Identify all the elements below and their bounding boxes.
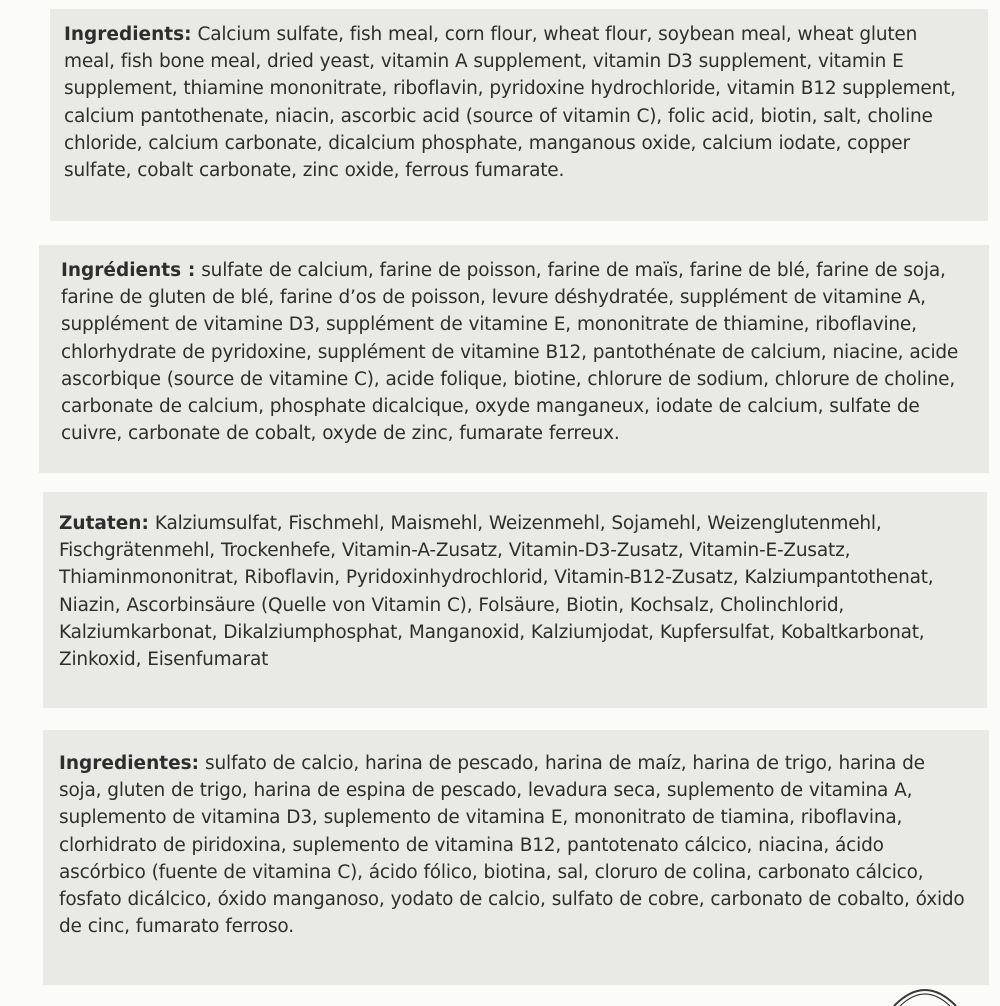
- ingredients-list-german: Kalziumsulfat, Fischmehl, Maismehl, Weizenmehl, Sojamehl, Weizenglutenmehl, Fischgrätenmehl, Trockenhefe, Vitamin-A-Zusatz, Vitamin-D3-Zusatz, Vitamin-E-Zusatz, Thiaminmononitrat, Riboflavin, Pyridoxinhydrochlorid, Vitamin-B12-Zusatz, Kalziumpantothenat, Niazin, Ascorbinsäure (Quelle von Vitamin C), Folsäure, Biotin, Kochsalz, Cholinchlorid, Kalziumkarbonat, Dikalziumphosphat, Manganoxid, Kalziumjodat, Kupfersulfat, Kobaltkarbonat, Zinkoxid, Eisenfumarat: [59, 513, 934, 671]
- ingredients-list-spanish: sulfato de calcio, harina de pescado, harina de maíz, harina de trigo, harina de soja, gluten de trigo, harina de espina de pescado, levadura seca, suplemento de vitamina A, suplemento de vitamina D3, suplemento de vitamina E, mononitrato de tiamina, riboflavina, clorhidrato de piridoxina, suplemento de vitamina B12, pantotenato cálcico, niacina, ácido ascórbico (fuente de vitamina C), ácido fólico, biotina, sal, cloruro de colina, carbonato cálcico, fosfato dicálcico, óxido manganoso, yodato de calcio, sulfato de cobre, carbonato de cobalto, óxido de cinc, fumarato ferroso.: [59, 753, 965, 938]
- ingredients-panel-spanish: [43, 730, 989, 985]
- ingredients-panel-french: [39, 245, 989, 473]
- ingredients-label-spanish: Ingredientes:: [59, 753, 200, 774]
- partial-seal-graphic: [890, 980, 960, 1006]
- ingredients-label-english: Ingredients:: [64, 24, 192, 45]
- ingredients-list-french: sulfate de calcium, farine de poisson, farine de maïs, farine de blé, farine de soja, farine de gluten de blé, farine d’os de poisson, levure déshydratée, supplément de vitamine A, supplément de vitamine D3, supplément de vitamine E, mononitrate de thiamine, riboflavine, chlorhydrate de pyridoxine, supplément de vitamine B12, pantothénate de calcium, niacine, acide ascorbique (source de vitamine C), acide folique, biotine, chlorure de sodium, chlorure de choline, carbonate de calcium, phosphate dicalcique, oxyde manganeux, iodate de calcium, sulfate de cuivre, carbonate de cobalt, oxyde de zinc, fumarate ferreux.: [61, 260, 959, 445]
- ingredients-text-english: [64, 21, 970, 184]
- ingredients-list-english: Calcium sulfate, fish meal, corn flour, wheat flour, soybean meal, wheat gluten meal, fish bone meal, dried yeast, vitamin A supplement, vitamin D3 supplement, vitamin E supplement, thiamine mononitrate, riboflavin, pyridoxine hydrochloride, vitamin B12 supplement, calcium pantothenate, niacin, ascorbic acid (source of vitamin C), folic acid, biotin, salt, choline chloride, calcium carbonate, dicalcium phosphate, manganous oxide, calcium iodate, copper sulfate, cobalt carbonate, zinc oxide, ferrous fumarate.: [64, 24, 956, 182]
- ingredients-panel-german: [43, 492, 987, 708]
- ingredients-text-german: [59, 510, 969, 673]
- ingredients-text-spanish: [59, 750, 971, 940]
- ingredients-panel-english: [50, 9, 988, 221]
- ingredients-text-french: [61, 257, 971, 447]
- ingredients-label-german: Zutaten:: [59, 513, 149, 534]
- ingredients-label-french: Ingrédients :: [61, 260, 196, 281]
